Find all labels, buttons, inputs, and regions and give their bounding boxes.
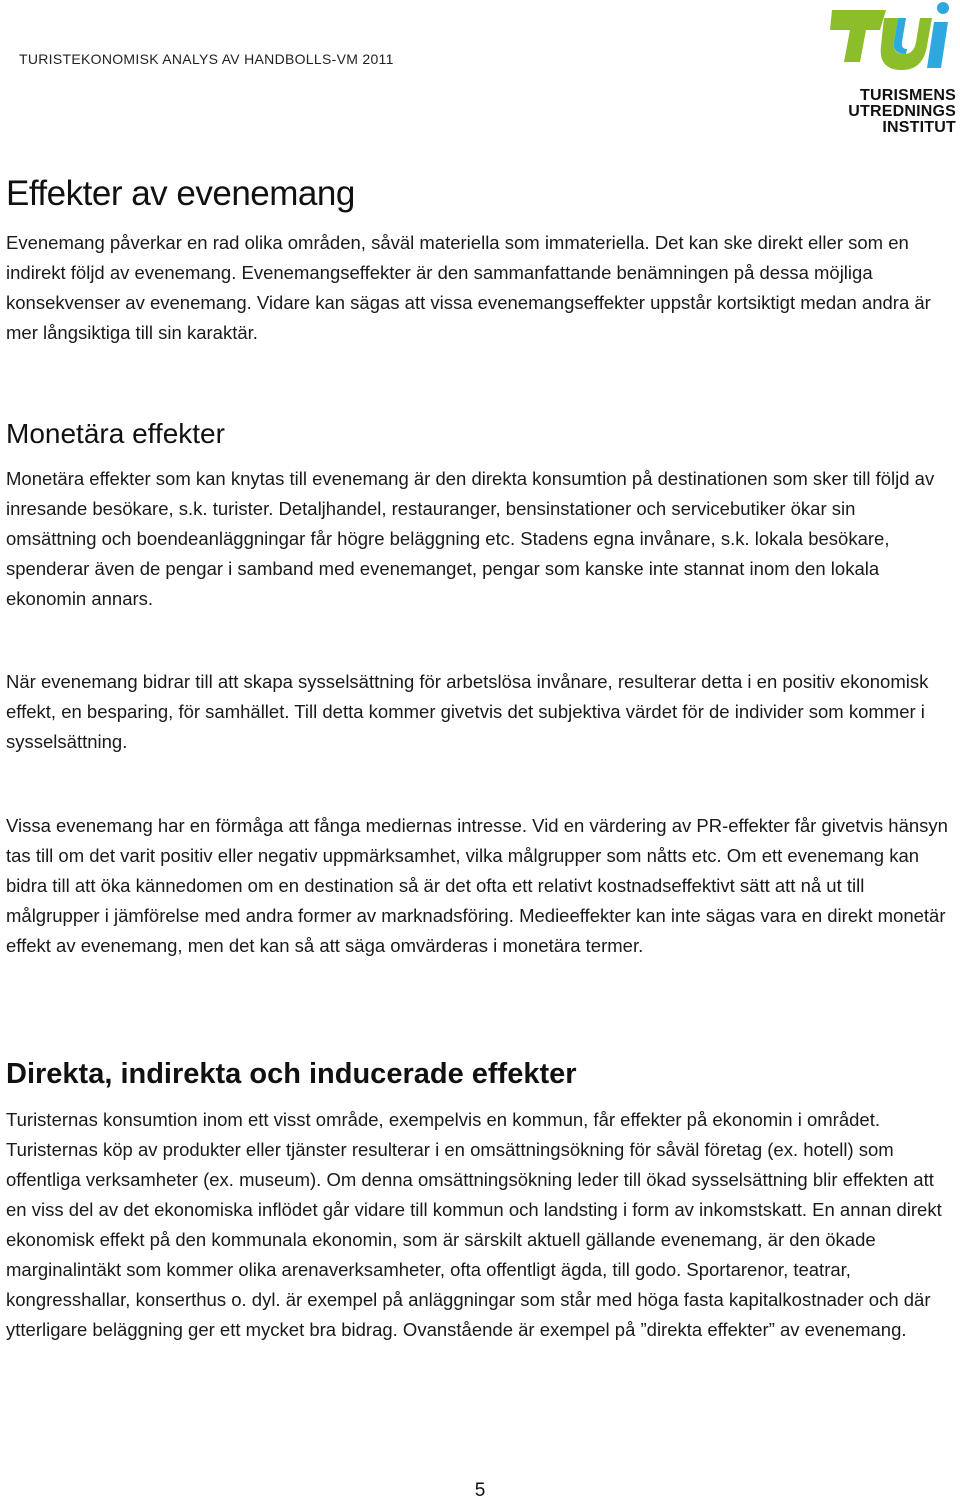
- tui-logo-mark: [828, 0, 956, 90]
- logo-line: TURISMENS: [859, 87, 956, 104]
- tui-logo: [828, 0, 956, 140]
- logo-line: UTREDNINGS: [848, 103, 956, 120]
- section-heading: Direkta, indirekta och inducerade effekter: [6, 1058, 577, 1090]
- logo-text: [838, 88, 956, 136]
- running-header: TURISTEKONOMISK ANALYS AV HANDBOLLS-VM 2011: [19, 51, 394, 67]
- paragraph: Monetära effekter som kan knytas till evenemang är den direkta konsumtion på destinationen som sker till följd av inresande besökare, s.k. turister. Detaljhandel, restauranger, bensinstationer och servicebutiker ökar sin omsättning och boendeanläggningar får högre beläggning etc. Stadens egna invånare, s.k. lokala besökare, spenderar även de pengar i samband med evenemanget, pengar som kanske inte stannat inom den lokala ekonomin annars.: [6, 468, 935, 609]
- logo-line: INSTITUT: [882, 119, 956, 136]
- paragraph: Turisternas konsumtion inom ett visst område, exempelvis en kommun, får effekter på ekonomin i området. Turisternas köp av produkter eller tjänster resulterar i en omsättningsökning för såväl företag (ex. hotell) som offentliga verksamheter (ex. museum). Om denna omsättningsökning leder till ökad sysselsättning blir effekten att en viss del av det ekonomiska inflödet går vidare till kommun och landsting i form av inkomstskatt. En annan direkt ekonomisk effekt på den kommunala ekonomin, som är särskilt aktuell gällande evenemang, är den ökade marginalintäkt som kommer olika arenaverksamheter, ofta offentligt ägda, till godo. Sportarenor, teatrar, kongresshallar, konserthus o. dyl. är exempel på anläggningar som står med höga fasta kapitalkostnader och där ytterligare beläggning ger ett mycket bra bidrag. Ovanstående är exempel på ”direkta effekter” av evenemang.: [6, 1109, 942, 1340]
- paragraph: Vissa evenemang har en förmåga att fånga mediernas intresse. Vid en värdering av PR-effekter får givetvis hänsyn tas till om det varit positiv eller negativ uppmärksamhet, vilka målgrupper som nåtts etc. Om ett evenemang kan bidra till att öka kännedomen om en destination så är det ofta ett relativt kostnadseffektivt sätt att nå ut till målgrupper i jämförelse med andra former av marknadsföring. Medieeffekter kan inte sägas vara en direkt monetär effekt av evenemang, men det kan så att säga omvärderas i monetära termer.: [6, 815, 948, 956]
- section-heading: Effekter av evenemang: [6, 174, 355, 213]
- section-heading: Monetära effekter: [6, 418, 225, 449]
- paragraph: Evenemang påverkar en rad olika områden, såväl materiella som immateriella. Det kan ske direkt eller som en indirekt följd av evenemang. Evenemangseffekter är den sammanfattande benämningen på dessa möjliga konsekvenser av evenemang. Vidare kan sägas att vissa evenemangseffekter uppstår kortsiktigt medan andra är mer långsiktiga till sin karaktär.: [6, 232, 931, 343]
- paragraph: När evenemang bidrar till att skapa sysselsättning för arbetslösa invånare, resulterar detta i en positiv ekonomisk effekt, en besparing, för samhället. Till detta kommer givetvis det subjektiva värdet för de individer som kommer i sysselsättning.: [6, 671, 929, 752]
- page-number: 5: [474, 1480, 486, 1501]
